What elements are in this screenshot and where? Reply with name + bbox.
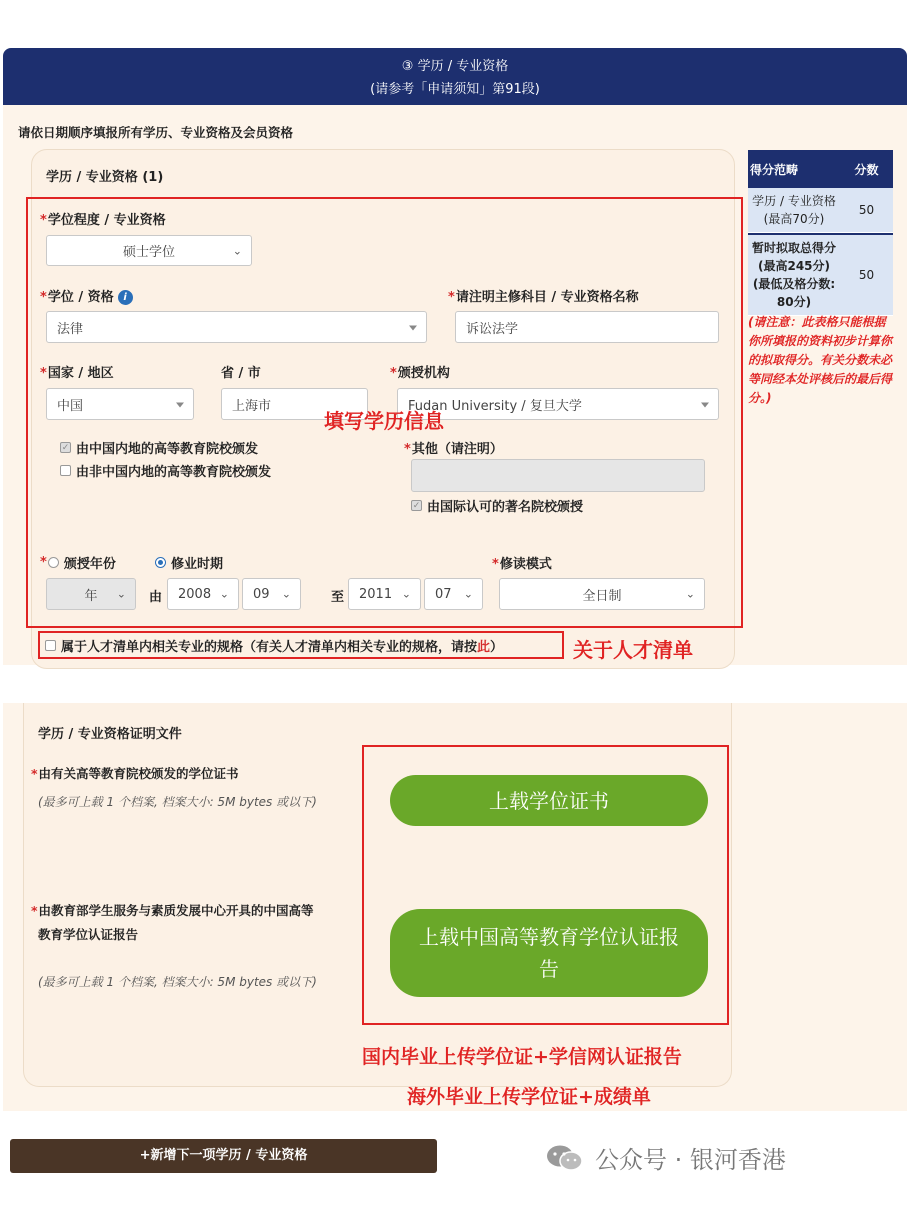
score-note: (请注意：此表格只能根据你所填报的资料初步计算你的拟取得分。有关分数未必等同经本处评核后的最后得分。) (748, 315, 893, 405)
info-icon[interactable]: i (118, 290, 133, 305)
chevron-down-icon: ⌄ (116, 587, 126, 601)
award-year-radio[interactable]: * 颁授年份 (40, 555, 116, 572)
upload-degree-button[interactable]: 上载学位证书 (390, 775, 708, 826)
section-title: ③ 学历 / 专业资格 (401, 59, 509, 74)
mainland-checkbox[interactable]: ✓ 由中国内地的高等教育院校颁发 (61, 442, 259, 457)
score-table (748, 150, 893, 316)
check-icon: ✓ (61, 442, 70, 453)
non-mainland-checkbox[interactable]: 由非中国内地的高等教育院校颁发 (60, 461, 271, 480)
chevron-down-icon: ⌄ (219, 587, 229, 601)
other-input[interactable] (411, 459, 705, 492)
province-input[interactable]: 上海市 (221, 388, 368, 420)
score-head-score: 分数 (854, 162, 879, 177)
add-next-qualification-button[interactable]: +新增下一项学历 / 专业资格 (10, 1139, 437, 1173)
annotation-talent: 关于人才清单 (573, 638, 693, 662)
annotation-overseas: 海外毕业上传学位证+成绩单 (407, 1086, 651, 1108)
chevron-down-icon: ⌄ (685, 587, 695, 601)
from-month-select[interactable]: 09 ⌄ (242, 578, 301, 610)
doc1-label: *由有关高等教育院校颁发的学位证书 (31, 766, 239, 781)
institution-label: *颁授机构 (390, 366, 450, 381)
award-year-select[interactable]: 年 ⌄ (46, 578, 136, 610)
country-select[interactable]: 中国 (46, 388, 194, 420)
annotation-domestic: 国内毕业上传学位证+学信网认证报告 (362, 1046, 682, 1068)
section-header (3, 48, 907, 105)
mode-label: *修读模式 (492, 557, 552, 572)
chevron-down-icon: ⌄ (463, 587, 473, 601)
degree-label: *学位 / 资格 i (40, 286, 133, 305)
wechat-icon (545, 1143, 585, 1173)
annotation-fill-education: 填写学历信息 (324, 409, 444, 433)
to-month-select[interactable]: 07 ⌄ (424, 578, 483, 610)
institution-select[interactable]: Fudan University / 复旦大学 (397, 388, 719, 420)
watermark (545, 1140, 786, 1175)
to-year-select[interactable]: 2011 ⌄ (348, 578, 421, 610)
card-title: 学历 / 专业资格 (1) (46, 170, 164, 185)
score-row2-value: 50 (858, 268, 875, 282)
degree-select[interactable]: 法律 (46, 311, 427, 343)
documents-title: 学历 / 专业资格证明文件 (38, 727, 182, 742)
to-label: 至 (331, 590, 345, 605)
study-mode-select[interactable]: 全日制 ⌄ (499, 578, 705, 610)
section-subtitle: (请参考「申请须知」第91段) (370, 82, 540, 97)
doc1-hint: (最多可上载 1 个档案, 档案大小: 5M bytes 或以下) (38, 795, 317, 809)
chevron-down-icon: ⌄ (281, 587, 291, 601)
score-head-range: 得分范畴 (750, 162, 799, 177)
renowned-checkbox[interactable]: ✓ 由国际认可的著名院校颁授 (412, 500, 584, 515)
watermark-text: 公众号 · 银河香港 (595, 1146, 786, 1174)
province-label: 省 / 市 (221, 366, 261, 381)
major-input[interactable]: 诉讼法学 (455, 311, 719, 343)
caret-down-icon (176, 403, 184, 408)
score-row1-value: 50 (858, 203, 875, 217)
country-label: *国家 / 地区 (40, 366, 114, 381)
instruction-text: 请依日期顺序填报所有学历、专业资格及会员资格 (18, 125, 294, 140)
caret-down-icon (409, 326, 417, 331)
doc2-hint: (最多可上载 1 个档案, 档案大小: 5M bytes 或以下) (38, 975, 317, 989)
degree-level-label: *学位程度 / 专业资格 (40, 213, 166, 228)
talent-list-checkbox[interactable]: 属于人才清单内相关专业的规格（有关人才清单内相关专业的规格，请按 此 ） (45, 636, 503, 655)
chevron-down-icon: ⌄ (232, 244, 242, 257)
degree-level-select[interactable]: 硕士学位 ⌄ (46, 235, 252, 266)
doc2-label: *由教育部学生服务与素质发展中心开具的中国高等 教育学位认证报告 (31, 903, 314, 942)
chevron-down-icon: ⌄ (401, 587, 411, 601)
from-year-select[interactable]: 2008 ⌄ (167, 578, 239, 610)
score-row2-label: 暂时拟取总得分 (最高245分) (最低及格分数: 80分) (751, 241, 836, 309)
upload-certification-button[interactable]: 上载中国高等教育学位认证报 告 (390, 909, 708, 997)
check-icon: ✓ (412, 500, 421, 511)
major-label: *请注明主修科目 / 专业资格名称 (448, 290, 639, 305)
from-label: 由 (149, 590, 163, 605)
score-row1-label: 学历 / 专业资格 (最高70分) (752, 194, 836, 226)
study-period-radio[interactable]: 修业时期 (155, 553, 223, 572)
talent-list-link[interactable]: 此 (477, 640, 491, 655)
other-label: *其他（请注明） (404, 442, 503, 457)
caret-down-icon (701, 403, 709, 408)
